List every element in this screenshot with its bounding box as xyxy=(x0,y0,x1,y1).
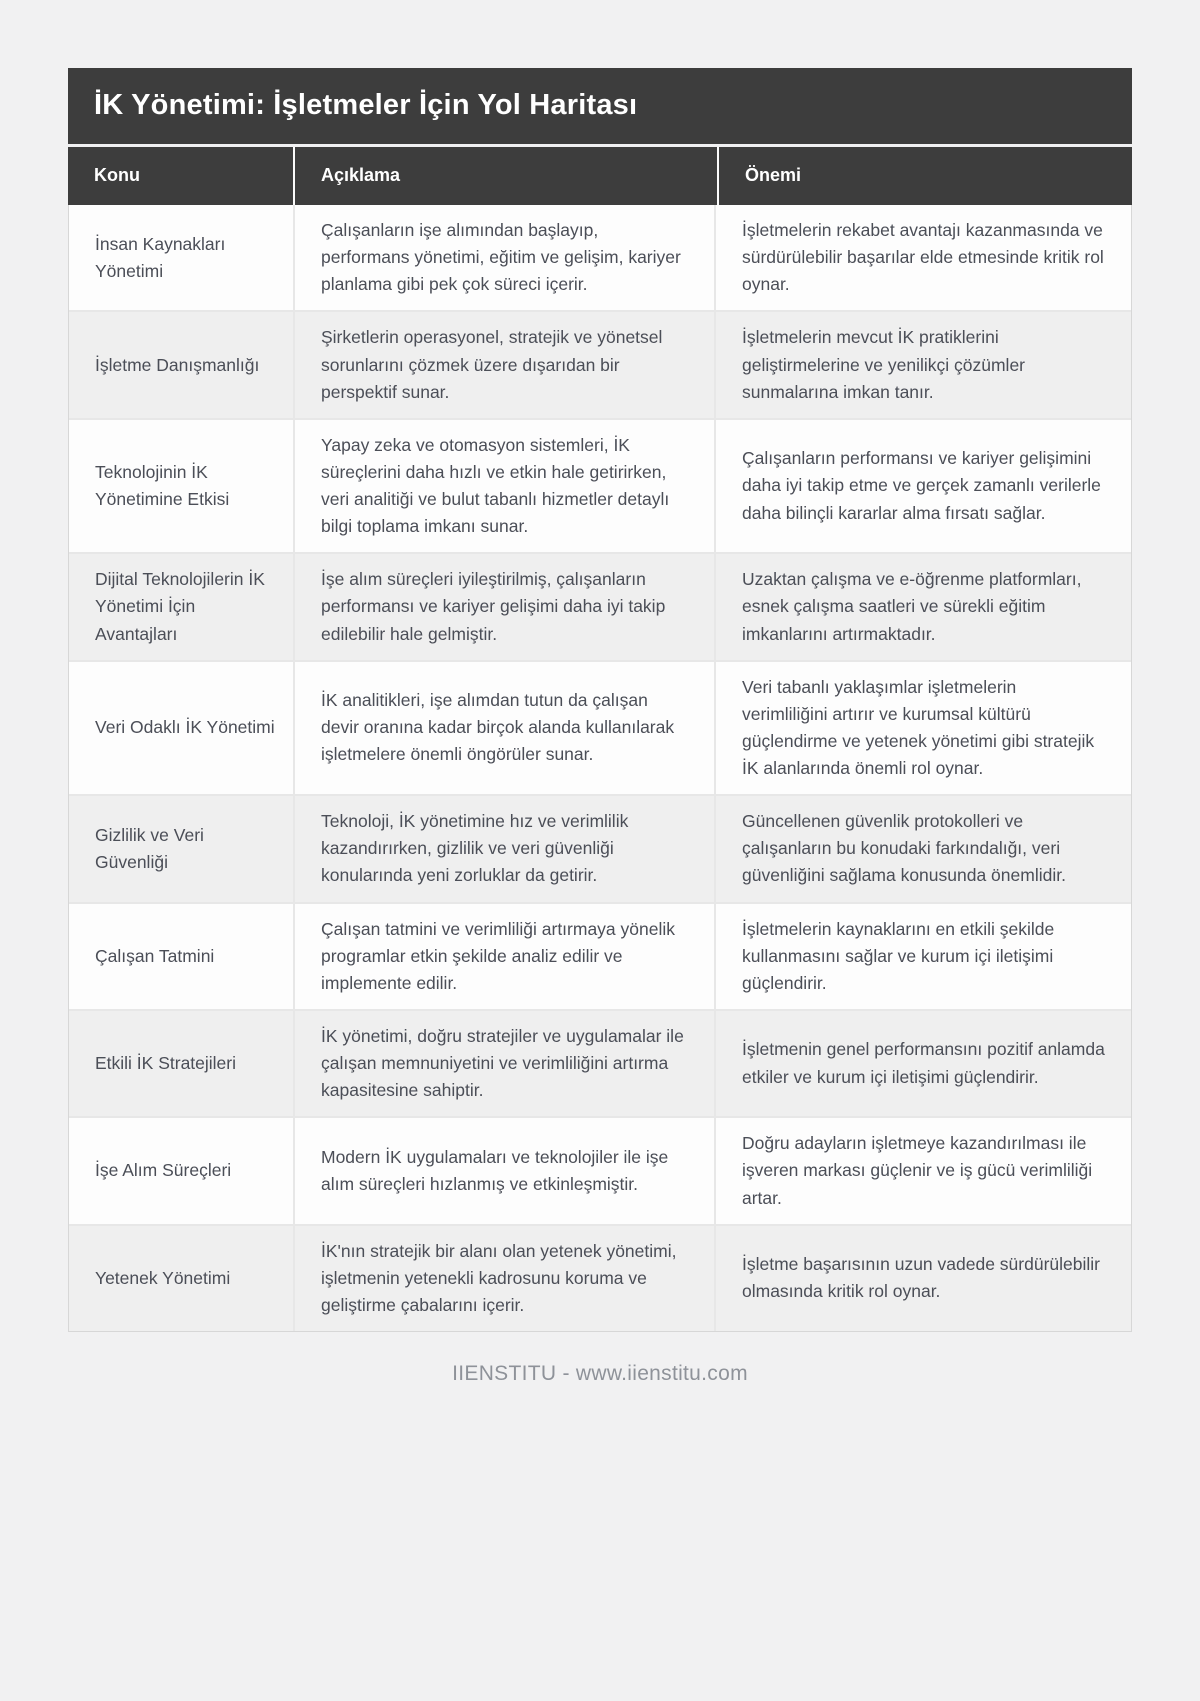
topic-cell xyxy=(69,1226,293,1331)
table-row xyxy=(69,1224,1131,1331)
description-cell xyxy=(293,1226,714,1331)
importance-cell xyxy=(714,312,1131,417)
importance-cell xyxy=(714,1011,1131,1116)
topic-cell-text: İşletme Danışmanlığı xyxy=(95,354,260,375)
description-cell-text: İK analitikleri, işe alımdan tutun da çalışan devir oranına kadar birçok alanda kullanılarak işletmelere önemli öngörüler sunar. xyxy=(321,690,675,765)
table-row xyxy=(69,310,1131,417)
topic-cell-text: Çalışan Tatmini xyxy=(95,945,215,966)
table-row xyxy=(69,1116,1131,1223)
importance-cell-text: İşletmenin genel performansını pozitif anlamda etkiler ve kurum içi iletişimi güçlendirir. xyxy=(742,1039,1105,1087)
importance-cell-text: Veri tabanlı yaklaşımlar işletmelerin verimliliğini artırır ve kurumsal kültürü güçlendirme ve yetenek yönetimi gibi stratejik İK alanlarında önemli rol oynar. xyxy=(742,676,1095,778)
importance-cell-text: İşletmelerin mevcut İK pratiklerini geliştirmelerine ve yenilikçi çözümler sunmalarına imkan tanır. xyxy=(742,327,1026,402)
description-cell-text: Çalışan tatmini ve verimliliği artırmaya yönelik programlar etkin şekilde analiz edilir ve implemente edilir. xyxy=(321,918,675,993)
topic-cell-text: Yetenek Yönetimi xyxy=(95,1267,231,1288)
table-row xyxy=(69,1009,1131,1116)
importance-cell-text: Güncellenen güvenlik protokolleri ve çalışanların bu konudaki farkındalığı, veri güvenliğini sağlama konusunda önemlidir. xyxy=(742,811,1066,886)
table-row xyxy=(69,794,1131,901)
description-cell xyxy=(293,205,714,310)
description-cell-text: Teknoloji, İK yönetimine hız ve verimlilik kazandırırken, gizlilik ve veri güvenliği konularında yeni zorluklar da getirir. xyxy=(321,811,629,886)
importance-cell-text: İşletmelerin rekabet avantajı kazanmasında ve sürdürülebilir başarılar elde etmesinde kritik rol oynar. xyxy=(742,220,1104,295)
description-cell xyxy=(293,1118,714,1223)
importance-cell xyxy=(714,796,1131,901)
importance-cell-text: Çalışanların performansı ve kariyer gelişimini daha iyi takip etme ve gerçek zamanlı verilerle daha bilinçli kararlar alma fırsatı sağlar. xyxy=(742,448,1101,523)
topic-cell-text: Teknolojinin İK Yönetimine Etkisi xyxy=(95,461,230,509)
importance-cell xyxy=(714,1118,1131,1223)
column-header-konu: Konu xyxy=(68,147,293,205)
importance-cell-text: İşletme başarısının uzun vadede sürdürülebilir olmasında kritik rol oynar. xyxy=(742,1254,1100,1302)
description-cell-text: Şirketlerin operasyonel, stratejik ve yönetsel sorunlarını çözmek üzere dışarıdan bir perspektif sunar. xyxy=(321,327,663,402)
description-cell xyxy=(293,796,714,901)
description-cell-text: İK yönetimi, doğru stratejiler ve uygulamalar ile çalışan memnuniyetini ve verimliliğini artırma kapasitesine sahiptir. xyxy=(321,1025,684,1101)
description-cell-text: Çalışanların işe alımından başlayıp, performans yönetimi, eğitim ve gelişim, kariyer planlama gibi pek çok süreci içerir. xyxy=(321,220,681,295)
importance-cell xyxy=(714,662,1131,795)
table-row xyxy=(69,660,1131,795)
topic-cell xyxy=(69,420,293,553)
table-row xyxy=(69,205,1131,310)
topic-cell-text: İnsan Kaynakları Yönetimi xyxy=(95,233,226,281)
topic-cell-text: Etkili İK Stratejileri xyxy=(95,1053,237,1073)
description-cell xyxy=(293,420,714,553)
description-cell xyxy=(293,312,714,417)
column-header-onemi: Önemi xyxy=(719,147,1132,205)
description-cell-text: İK'nın stratejik bir alanı olan yetenek yönetimi, işletmenin yetenekli kadrosunu koruma ve geliştirme çabalarını içerir. xyxy=(321,1240,677,1315)
importance-cell xyxy=(714,904,1131,1009)
description-cell-text: Modern İK uygulamaları ve teknolojiler ile işe alım süreçleri hızlanmış ve etkinleşmiştir. xyxy=(321,1146,669,1194)
importance-cell xyxy=(714,554,1131,659)
topic-cell xyxy=(69,312,293,417)
importance-cell xyxy=(714,420,1131,553)
topic-cell-text: Dijital Teknolojilerin İK Yönetimi İçin Avantajları xyxy=(95,569,265,644)
topic-cell xyxy=(69,904,293,1009)
topic-cell xyxy=(69,662,293,795)
topic-cell xyxy=(69,1011,293,1116)
table-row xyxy=(69,902,1131,1009)
topic-cell xyxy=(69,205,293,310)
topic-cell-text: Veri Odaklı İK Yönetimi xyxy=(95,717,275,738)
table-header-row xyxy=(68,147,1132,205)
topic-cell xyxy=(69,554,293,659)
description-cell xyxy=(293,904,714,1009)
table-body xyxy=(68,205,1132,1332)
description-cell-text: Yapay zeka ve otomasyon sistemleri, İK süreçlerini daha hızlı ve etkin hale getirirken, veri analitiği ve bulut tabanlı hizmetler detaylı bilgi toplama imkanı sunar. xyxy=(321,434,670,537)
topic-cell xyxy=(69,1118,293,1223)
topic-cell xyxy=(69,796,293,901)
topic-cell-text: Gizlilik ve Veri Güvenliği xyxy=(95,824,204,872)
description-cell xyxy=(293,662,714,795)
table-row xyxy=(69,552,1131,659)
description-cell-text: İşe alım süreçleri iyileştirilmiş, çalışanların performansı ve kariyer gelişimi daha iyi takip edilebilir hale gelmiştir. xyxy=(321,569,666,644)
page-title: İK Yönetimi: İşletmeler İçin Yol Haritası xyxy=(68,68,1132,144)
importance-cell xyxy=(714,1226,1131,1331)
importance-cell-text: Uzaktan çalışma ve e-öğrenme platformları, esnek çalışma saatleri ve sürekli eğitim imkanlarını artırmaktadır. xyxy=(742,569,1082,644)
document xyxy=(68,68,1132,1386)
importance-cell-text: İşletmelerin kaynaklarını en etkili şekilde kullanmasını sağlar ve kurum içi iletişimi güçlendirir. xyxy=(742,918,1055,993)
column-header-aciklama: Açıklama xyxy=(295,147,717,205)
topic-cell-text: İşe Alım Süreçleri xyxy=(95,1160,232,1181)
footer-branding: IIENSTITU - www.iienstitu.com xyxy=(452,1362,748,1385)
table-row xyxy=(69,418,1131,553)
description-cell xyxy=(293,1011,714,1116)
description-cell xyxy=(293,554,714,659)
importance-cell xyxy=(714,205,1131,310)
importance-cell-text: Doğru adayların işletmeye kazandırılması ile işveren markası güçlenir ve iş gücü verimliliği artar. xyxy=(742,1133,1093,1208)
